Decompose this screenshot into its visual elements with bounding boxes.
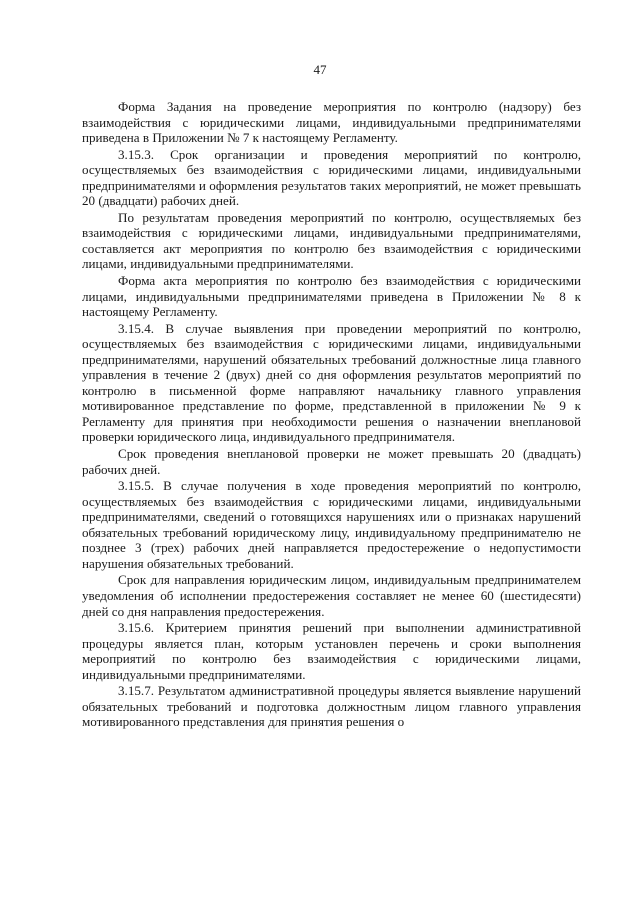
paragraph-inspection-term: Срок проведения внеплановой проверки не может превышать 20 (двадцать) рабочих дней. (82, 446, 581, 477)
paragraph-form-act: Форма акта мероприятия по контролю без взаимодействия с юридическими лицами, индивидуальными предпринимателями приведена в Приложении № 8 к настоящему Регламенту. (82, 273, 581, 320)
paragraph-3-15-4: 3.15.4. В случае выявления при проведении мероприятий по контролю, осуществляемых без взаимодействия с юридическими лицами, индивидуальными предпринимателями, нарушений обязательных требований должностные лица главного управления в течение 2 (двух) дней со дня оформления результатов мероприятий по контролю в письменной форме направляют начальнику главного управления мотивированное представление по форме, представленной в приложении № 9 к Регламенту для принятия при необходимости решения о назначении внеплановой проверки юридического лица, индивидуального предпринимателя. (82, 320, 581, 445)
paragraph-3-15-6: 3.15.6. Критерием принятия решений при выполнении административной процедуры является план, которым установлен перечень и сроки выполнения мероприятий по контролю без взаимодействия с юридическими лицами, индивидуальными предпринимателями. (82, 620, 581, 682)
paragraph-3-15-5: 3.15.5. В случае получения в ходе проведения мероприятий по контролю, осуществляемых без взаимодействия с юридическими лицами, индивидуальными предпринимателями, сведений о готовящихся нарушениях или о признаках нарушений обязательных требований юридическому лицу, индивидуальному предпринимателю не позднее 3 (трех) рабочих дней направляется предостережение о недопустимости нарушения обязательных требований. (82, 478, 581, 571)
paragraph-results-act: По результатам проведения мероприятий по контролю, осуществляемых без взаимодействия с юридическими лицами, индивидуальными предпринимателями, составляется акт мероприятия по контролю без взаимодействия с юридическими лицами, индивидуальными предпринимателями. (82, 209, 581, 272)
paragraph-3-15-3: 3.15.3. Срок организации и проведения мероприятий по контролю, осуществляемых без взаимодействия с юридическими лицами, индивидуальными предпринимателями и оформления результатов таких мероприятий, не может превышать 20 (двадцати) рабочих дней. (82, 146, 581, 209)
paragraph-notice-term: Срок для направления юридическим лицом, индивидуальным предпринимателем уведомления об исполнении предостережения составляет не менее 60 (шестидесяти) дней со дня направления предостережения. (82, 572, 581, 619)
paragraph-3-15-7: 3.15.7. Результатом административной процедуры является выявление нарушений обязательных требований и подготовка должностным лицом главного управления мотивированного представления для принятия решения о (82, 683, 581, 730)
body-text (82, 99, 581, 730)
paragraph-form-task: Форма Задания на проведение мероприятия по контролю (надзору) без взаимодействия с юридическими лицами, индивидуальными предпринимателями приведена в Приложении № 7 к настоящему Регламенту. (82, 99, 581, 146)
page-number: 47 (313, 62, 327, 77)
